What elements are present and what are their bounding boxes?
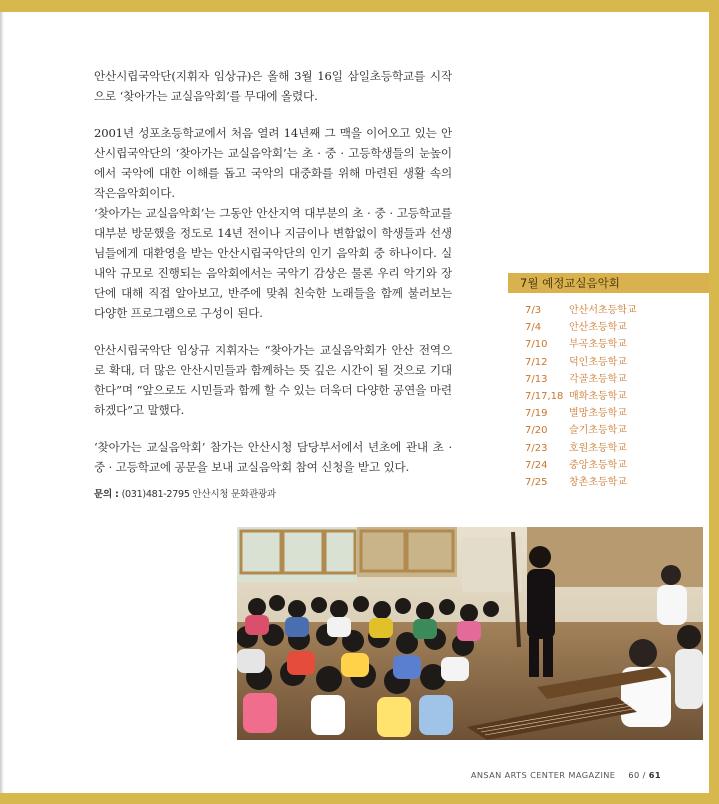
magazine-name: ANSAN ARTS CENTER MAGAZINE [470,770,616,780]
schedule-school: 별망초등학교 [569,408,627,420]
schedule-item [525,422,685,439]
article-paragraph-5: ‘찾아가는 교실음악회’ 참가는 안산시청 담당부서에서 년초에 관내 초 · 중 · 고등학교에 공문을 보내 교실음악회 참여 신청을 받고 있다. [94,440,452,474]
page-number-right: 61 [648,770,661,780]
schedule-school: 중앙초등학교 [569,459,627,471]
page-footer [471,770,661,780]
schedule-item [525,388,685,405]
schedule-item [525,336,685,353]
page-number-left: 60 [628,770,640,780]
schedule-date: 7/20 [525,425,548,437]
article-paragraph-4: 안산시립국악단 임상규 지휘자는 “찾아가는 교실음악회가 안산 전역으로 확대, 더 많은 안산시민들과 함께하는 뜻 깊은 시간이 될 것으로 기대한다”며 “앞으로도 시민들과 함께 할 수 있는 더욱더 다양한 공연을 마련하겠다”고 말했다. [94,343,452,417]
schedule-item [525,319,685,336]
contact-value: (031)481-2795 안산시청 문화관광과 [121,489,276,500]
schedule-school: 창촌초등학교 [569,476,627,488]
schedule-date: 7/25 [525,476,548,488]
schedule-school: 각골초등학교 [569,373,627,385]
schedule-item [525,474,685,491]
schedule-list [525,302,685,491]
article-paragraph-2: 2001년 성포초등학교에서 처음 열려 14년째 그 맥을 이어오고 있는 안산시립국악단의 ‘찾아가는 교실음악회’는 초 · 중 · 고등학생들의 눈높이에서 국악에 대한 이해를 돕고 국악의 대중화를 위해 마련된 생활 속의 작은음악회이다. [94,126,452,200]
schedule-date: 7/17,18 [525,390,564,402]
schedule-date: 7/23 [525,442,548,454]
schedule-date: 7/12 [525,356,548,368]
schedule-date: 7/4 [525,322,542,334]
schedule-school: 덕인초등학교 [569,356,627,368]
bottom-gold-band [0,793,719,804]
schedule-date: 7/24 [525,459,548,471]
right-gold-band [709,0,719,804]
page-spine-shadow [0,12,4,793]
contact-line [94,486,276,500]
schedule-school: 매화초등학교 [569,390,627,402]
schedule-item [525,457,685,474]
contact-label: 문의 : [94,489,122,500]
page-numbers [628,770,661,780]
schedule-school: 슬기초등학교 [569,425,627,437]
schedule-date: 7/3 [525,305,542,316]
schedule-school: 호원초등학교 [569,442,627,454]
schedule-item [525,405,685,422]
schedule-item [525,440,685,457]
schedule-date: 7/13 [525,373,548,385]
schedule-item [525,371,685,388]
concert-photo-illustration [237,527,703,740]
page-separator: / [639,770,649,780]
schedule-title: 7월 예정교실음악회 [508,273,709,293]
schedule-item [525,354,685,371]
schedule-school: 부곡초등학교 [569,339,627,351]
schedule-item [525,302,685,319]
schedule-school: 안산서초등학교 [569,305,637,316]
article-paragraph-1: 안산시립국악단(지휘자 임상규)은 올해 3월 16일 삼일초등학교를 시작으로 ‘찾아가는 교실음악회’를 무대에 올렸다. [94,69,452,103]
schedule-date: 7/19 [525,408,548,420]
top-gold-band [0,0,719,12]
article-paragraph-3: ‘찾아가는 교실음악회’는 그동안 안산지역 대부분의 초 · 중 · 고등학교를 대부분 방문했을 정도로 14년 전이나 지금이나 변함없이 학생들과 선생님들에게 대환영을 받는 안산시립국악단의 인기 음악회 중 하나이다. 실내악 규모로 진행되는 음악회에서는 국악기 감상은 물론 우리 악기와 장단에 대해 직접 알아보고, 반주에 맞춰 친숙한 노래들을 함께 불러보는 다양한 프로그램으로 구성이 된다. [94,206,452,320]
schedule-school: 안산초등학교 [569,322,627,334]
concert-photo [237,527,703,740]
article-body [94,66,452,477]
schedule-date: 7/10 [525,339,548,351]
